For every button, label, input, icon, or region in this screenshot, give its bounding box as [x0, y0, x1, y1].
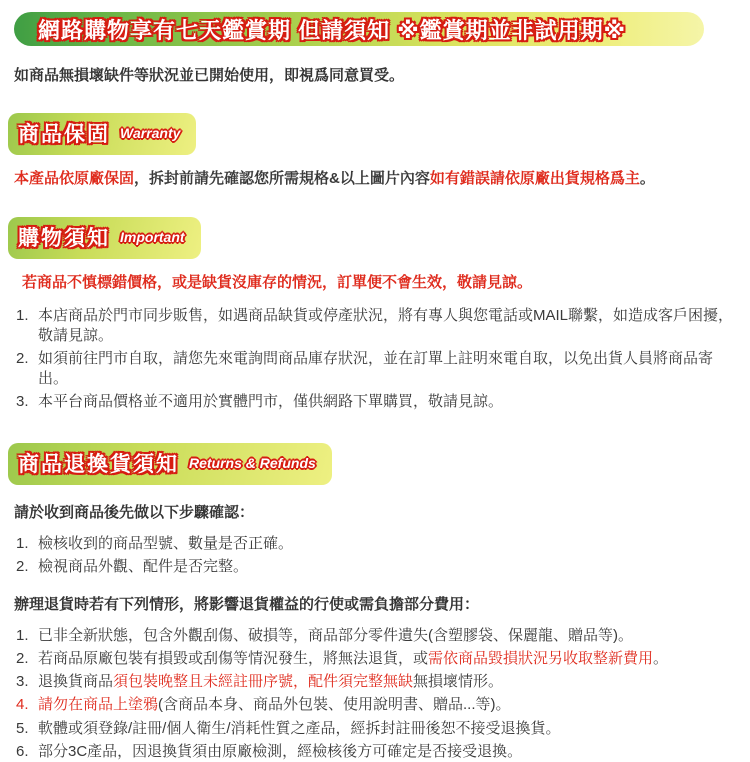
list-item	[16, 742, 740, 762]
list-item-number: 4.	[16, 696, 29, 714]
returns-badge	[8, 443, 332, 485]
text-part: 軟體或須登錄/註冊/個人衛生/消耗性質之產品，經拆封註冊後恕不接受退換貨。	[38, 719, 561, 737]
list-item	[16, 649, 740, 669]
text-part: 需依商品毀損狀況另收取整新費用	[428, 650, 654, 668]
shopping-notes-badge	[8, 217, 201, 259]
text-part: 。	[639, 170, 655, 187]
text-part: ，拆封前請先確認您所需規格&以上圖片內容	[134, 170, 430, 187]
text-part: 退換貨商品	[38, 673, 114, 691]
returns-policy-list	[16, 626, 740, 762]
list-item-text: 檢視商品外觀、配件是否完整。	[38, 558, 249, 576]
text-part: 如有錯誤請依原廠出貨規格爲主	[429, 170, 640, 187]
returns-policy-intro: 辦理退貨時若有下列情形，將影響退貨權益的行使或需負擔部分費用：	[14, 596, 480, 614]
list-item-text	[38, 649, 740, 669]
list-item-number: 1.	[16, 534, 29, 552]
list-item-number: 1.	[16, 306, 29, 324]
list-item-text	[38, 626, 740, 646]
list-item-number: 2.	[16, 558, 29, 576]
list-item-number: 2.	[16, 349, 29, 367]
list-item	[16, 557, 740, 577]
list-item-text	[38, 719, 740, 739]
returns-check-intro: 請於收到商品後先做以下步驟確認：	[14, 503, 255, 521]
list-item-text: 本平台商品價格並不適用於實體門市，僅供網路下單購買，敬請見諒。	[38, 392, 504, 410]
text-part: 。	[653, 650, 669, 668]
intro-text: 如商品無損壞缺件等狀況並已開始使用，即視爲同意買受。	[14, 67, 405, 84]
promo-banner-text: 網路購物享有七天鑑賞期 但請須知 ※鑑賞期並非試用期※	[38, 17, 627, 43]
list-item	[16, 306, 740, 346]
shopping-notes-list	[16, 306, 740, 412]
warranty-badge-title: 商品保固	[18, 123, 110, 146]
text-part: 須包裝晚整且未經註冊序號，配件須完整無缺	[113, 673, 414, 691]
promo-banner	[14, 12, 704, 46]
warranty-line	[14, 169, 740, 189]
list-item-text	[38, 742, 740, 762]
list-item	[16, 392, 740, 412]
returns-check-list	[16, 534, 740, 577]
list-item	[16, 695, 740, 715]
list-item	[16, 626, 740, 646]
returns-badge-subtitle: Returns & Refunds	[189, 454, 316, 471]
list-item	[16, 672, 740, 692]
list-item-number: 5.	[16, 719, 29, 737]
list-item	[16, 349, 740, 389]
list-item-number: 1.	[16, 627, 29, 645]
returns-badge-title: 商品退換貨須知	[18, 452, 179, 476]
shopping-notes-badge-title: 購物須知	[18, 227, 110, 251]
text-part: 無損壞情形。	[413, 673, 504, 691]
shopping-notes-badge-subtitle: Important	[120, 229, 185, 246]
text-part: 部分3C產品，因退換貨須由原廠檢測，經檢核後方可確定是否接受退換。	[38, 742, 523, 760]
warranty-badge-subtitle: Warranty	[120, 125, 181, 141]
list-item-text: 如須前往門市自取，請您先來電詢問商品庫存狀況，並在訂單上註明來電自取，以免出貨人員將商品寄出。	[38, 349, 714, 387]
text-part: (含商品本身、商品外包裝、使用說明書、贈品...等)。	[158, 696, 511, 714]
list-item-number: 3.	[16, 392, 29, 410]
list-item-number: 6.	[16, 742, 29, 760]
list-item-number: 2.	[16, 650, 29, 668]
list-item	[16, 719, 740, 739]
text-part: 請勿在商品上塗鴉	[38, 696, 159, 714]
list-item-text: 檢核收到的商品型號、數量是否正確。	[38, 534, 294, 552]
list-item	[16, 534, 740, 554]
list-item-text	[38, 672, 740, 692]
list-item-text: 本店商品於門市同步販售，如遇商品缺貨或停產狀況，將有專人與您電話或MAIL聯繫，如造成客戶困擾，敬請見諒。	[38, 306, 734, 344]
list-item-text	[38, 695, 740, 715]
text-part: 已非全新狀態，包含外觀刮傷、破損等，商品部分零件遺失(含塑膠袋、保麗龍、贈品等)。	[38, 627, 633, 645]
text-part: 本產品依原廠保固	[14, 170, 135, 187]
warranty-badge	[8, 113, 196, 155]
text-part: 若商品原廠包裝有損毀或刮傷等情況發生，將無法退貨，或	[38, 650, 429, 668]
shopping-warning-text: 若商品不慎標錯價格，或是缺貨沒庫存的情況，訂單便不會生效，敬請見諒。	[22, 274, 533, 292]
list-item-number: 3.	[16, 673, 29, 691]
